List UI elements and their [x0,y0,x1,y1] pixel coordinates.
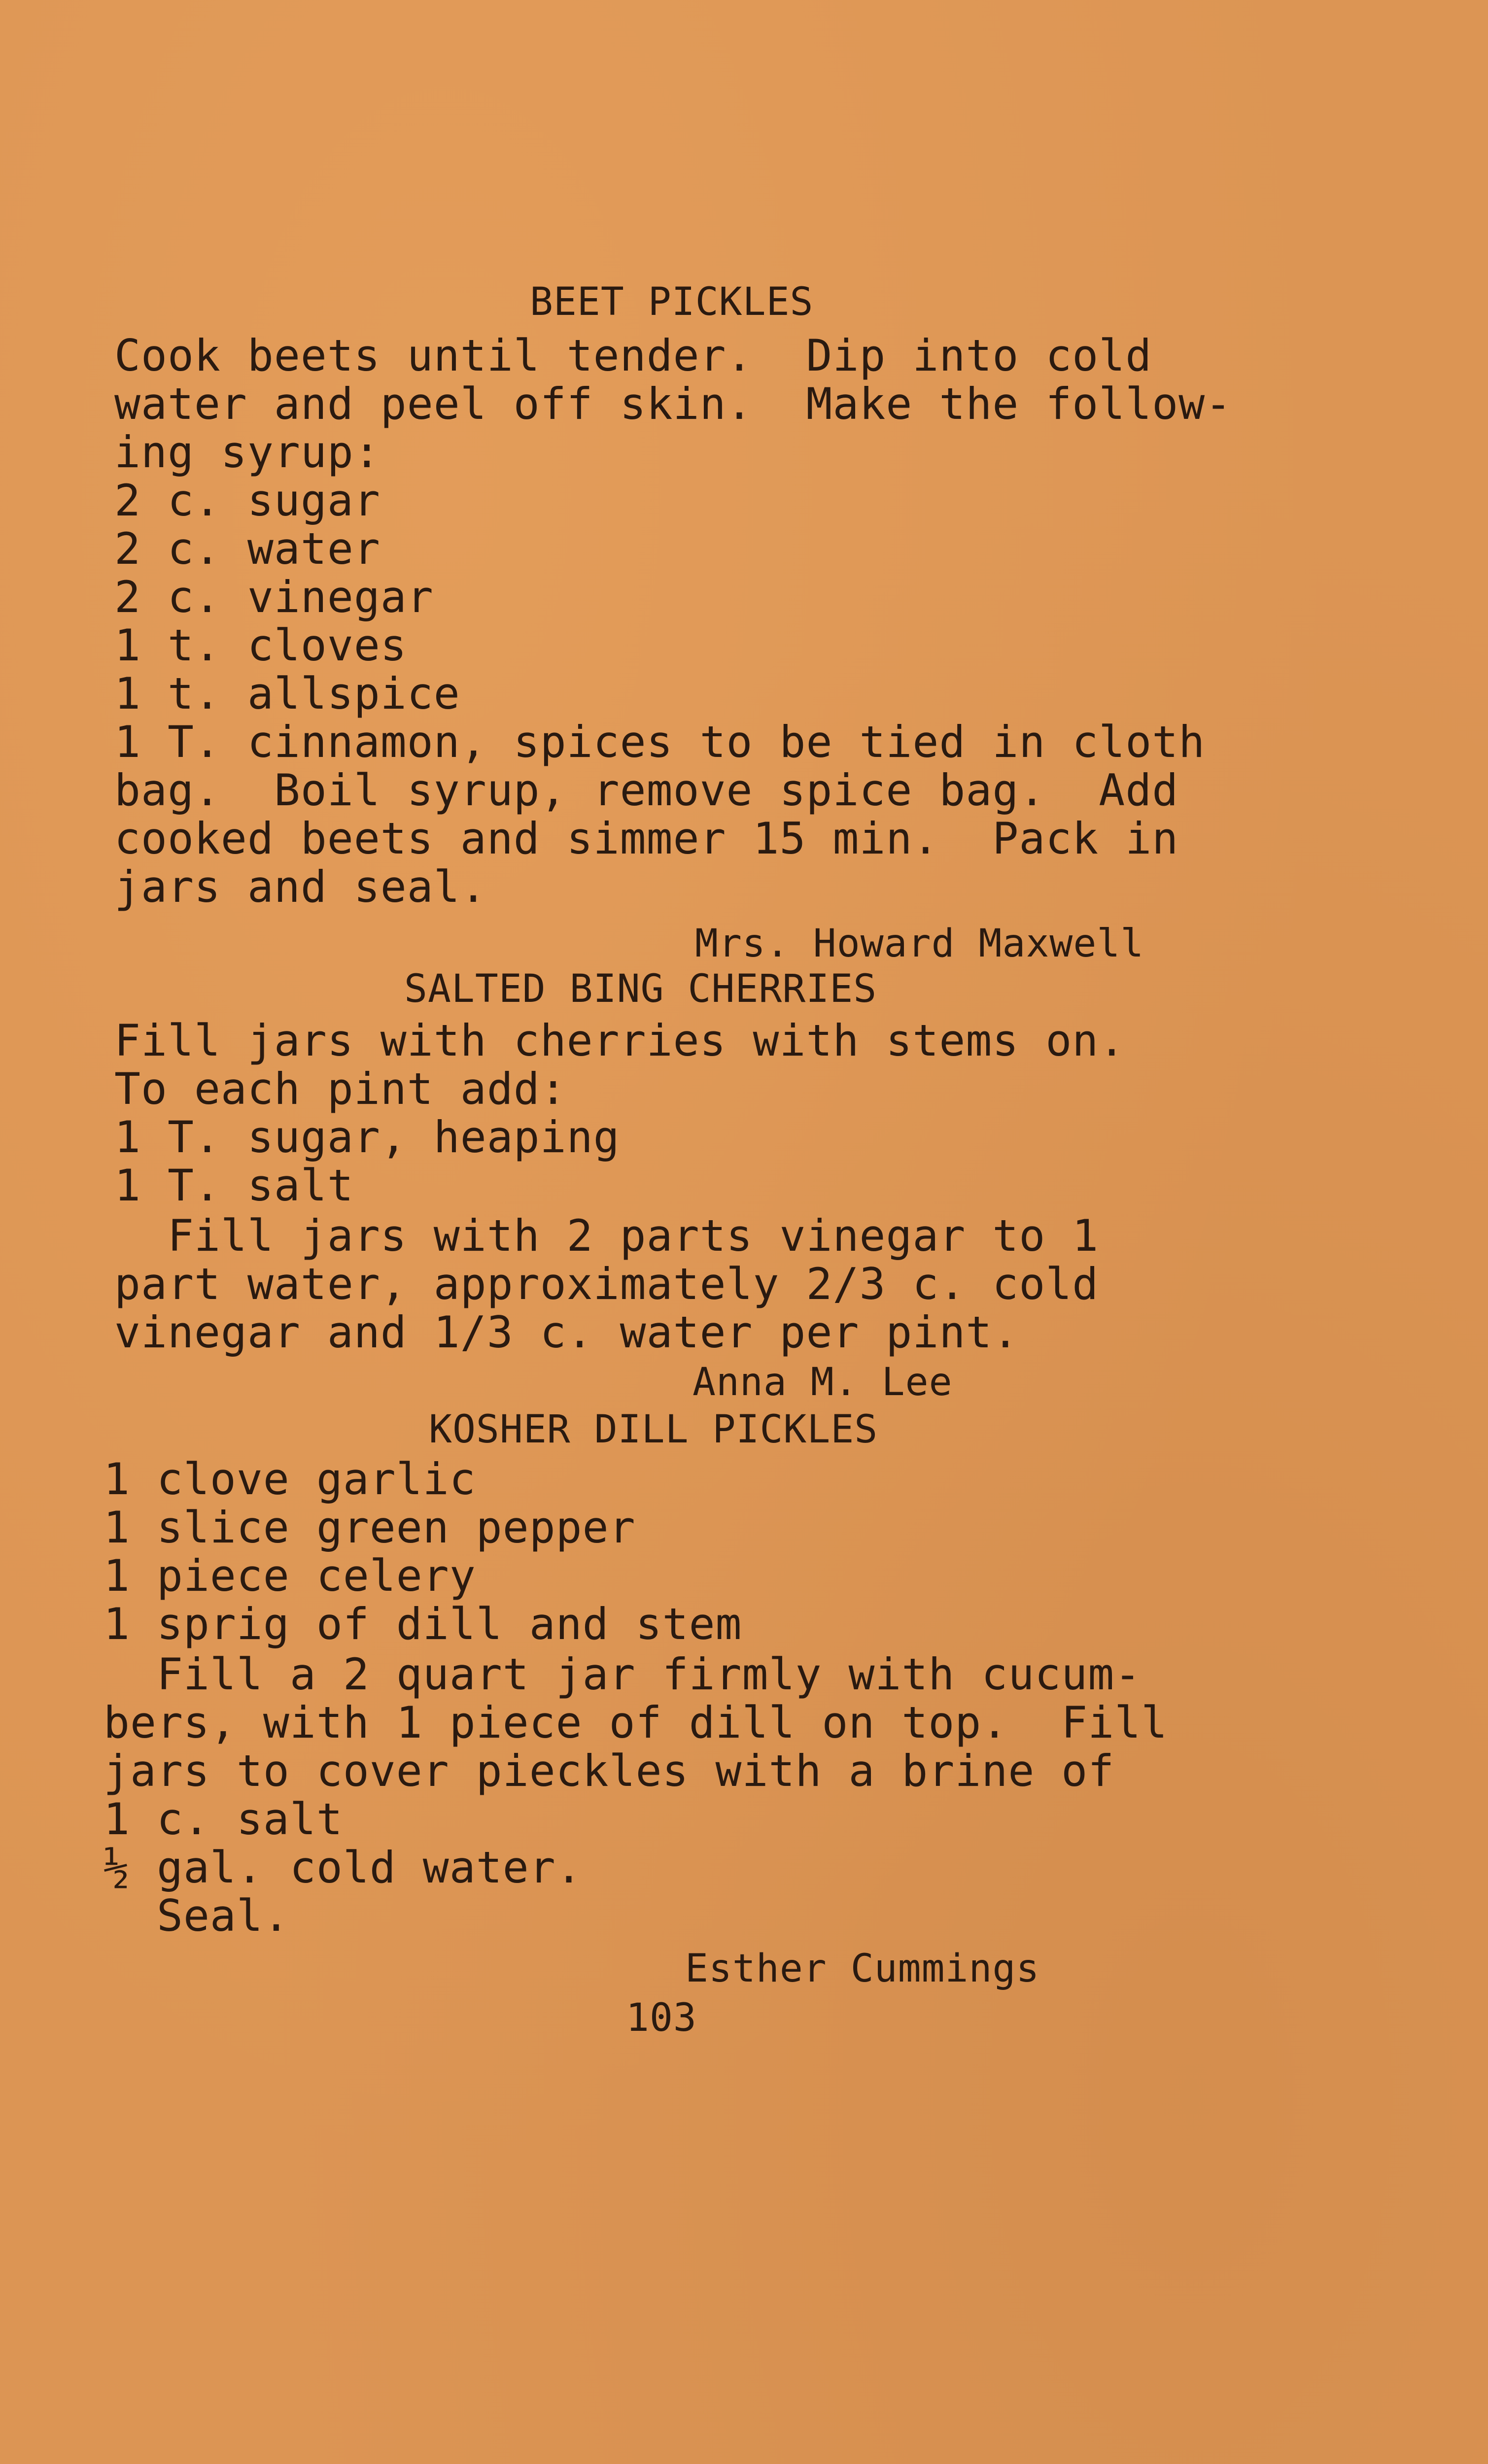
ingredient-line: 1 piece celery [104,1550,476,1601]
recipe-line: Fill jars with 2 parts vinegar to 1 [114,1210,1099,1261]
ingredient-line: 2 c. vinegar [114,572,434,622]
recipe-author: Mrs. Howard Maxwell [695,922,1144,966]
page-number: 103 [626,1996,697,2040]
ingredient-line: 1 T. sugar, heaping [114,1112,620,1163]
ingredient-line: 2 c. water [114,523,381,574]
recipe-title-beet-pickles: BEET PICKLES [530,280,814,324]
recipe-line: Fill jars with cherries with stems on. [114,1015,1126,1066]
recipe-line: part water, approximately 2/3 c. cold [114,1259,1099,1309]
recipe-line: water and peel off skin. Make the follow- [114,378,1232,429]
ingredient-line: ½ gal. cold water. [104,1842,583,1893]
ingredient-line: 1 slice green pepper [104,1502,636,1553]
ingredient-line: 1 clove garlic [104,1454,476,1505]
ingredient-line: 1 c. salt [104,1794,343,1845]
recipe-author: Esther Cummings [685,1947,1040,1991]
recipe-line: Fill a 2 quart jar firmly with cucum- [104,1649,1142,1700]
recipe-line: bag. Boil syrup, remove spice bag. Add [114,765,1179,816]
ingredient-line: 1 sprig of dill and stem [104,1599,742,1649]
recipe-line: jars and seal. [114,861,487,912]
recipe-line: vinegar and 1/3 c. water per pint. [114,1307,1019,1358]
recipe-title-kosher-dill-pickles: KOSHER DILL PICKLES [429,1407,878,1452]
ingredient-line: 2 c. sugar [114,475,381,526]
ingredient-line: 1 T. salt [114,1160,354,1211]
recipe-line: Seal. [104,1890,290,1941]
recipe-line: Cook beets until tender. Dip into cold [114,330,1152,381]
recipe-line: To each pint add: [114,1063,567,1114]
recipe-title-salted-bing-cherries: SALTED BING CHERRIES [404,967,877,1011]
recipe-line: 1 T. cinnamon, spices to be tied in cloth [114,717,1206,767]
recipe-line: cooked beets and simmer 15 min. Pack in [114,813,1179,864]
ingredient-line: 1 t. allspice [114,668,460,719]
recipe-line: jars to cover pieckles with a brine of [104,1745,1115,1796]
ingredient-line: 1 t. cloves [114,620,407,671]
recipe-line: ing syrup: [114,427,381,478]
recipe-author: Anna M. Lee [692,1360,953,1404]
recipe-line: bers, with 1 piece of dill on top. Fill [104,1697,1168,1748]
